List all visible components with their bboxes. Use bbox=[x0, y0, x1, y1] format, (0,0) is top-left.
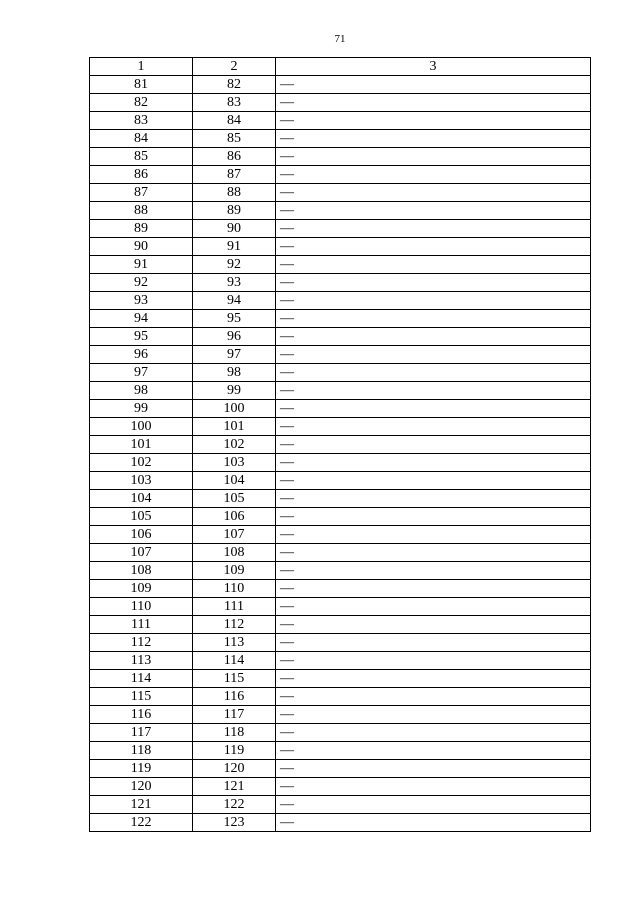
table-row bbox=[90, 544, 591, 562]
table-cell-col3: — bbox=[276, 544, 591, 562]
table-cell-col2: 98 bbox=[193, 364, 276, 382]
table-cell-col3: — bbox=[276, 94, 591, 112]
table-cell-col2: 117 bbox=[193, 706, 276, 724]
table-cell-col2: 84 bbox=[193, 112, 276, 130]
table-cell-col1: 96 bbox=[90, 346, 193, 364]
table-cell-col3: — bbox=[276, 256, 591, 274]
data-table bbox=[89, 57, 591, 832]
table-row bbox=[90, 634, 591, 652]
table-cell-col1: 84 bbox=[90, 130, 193, 148]
table-row bbox=[90, 706, 591, 724]
table-row bbox=[90, 490, 591, 508]
table-row bbox=[90, 256, 591, 274]
table-cell-col1: 117 bbox=[90, 724, 193, 742]
table-cell-col2: 97 bbox=[193, 346, 276, 364]
table-cell-col3: — bbox=[276, 634, 591, 652]
table-cell-col1: 82 bbox=[90, 94, 193, 112]
table-row bbox=[90, 436, 591, 454]
table-row bbox=[90, 274, 591, 292]
table-cell-col1: 105 bbox=[90, 508, 193, 526]
table-row bbox=[90, 526, 591, 544]
table-header-row bbox=[90, 58, 591, 76]
table-cell-col1: 102 bbox=[90, 454, 193, 472]
table-cell-col1: 89 bbox=[90, 220, 193, 238]
table-row bbox=[90, 760, 591, 778]
table-cell-col3: — bbox=[276, 418, 591, 436]
table-cell-col3: — bbox=[276, 724, 591, 742]
table-row bbox=[90, 508, 591, 526]
column-header-1: 1 bbox=[90, 58, 193, 76]
table-cell-col2: 91 bbox=[193, 238, 276, 256]
table-cell-col1: 113 bbox=[90, 652, 193, 670]
table-cell-col3: — bbox=[276, 274, 591, 292]
table-cell-col1: 106 bbox=[90, 526, 193, 544]
table-row bbox=[90, 364, 591, 382]
table-row bbox=[90, 310, 591, 328]
table-cell-col1: 94 bbox=[90, 310, 193, 328]
table-cell-col1: 93 bbox=[90, 292, 193, 310]
table-cell-col2: 109 bbox=[193, 562, 276, 580]
table-cell-col1: 122 bbox=[90, 814, 193, 832]
table-cell-col1: 87 bbox=[90, 184, 193, 202]
table-cell-col3: — bbox=[276, 760, 591, 778]
table-cell-col3: — bbox=[276, 562, 591, 580]
table-cell-col1: 97 bbox=[90, 364, 193, 382]
table-row bbox=[90, 418, 591, 436]
table-cell-col2: 93 bbox=[193, 274, 276, 292]
table-cell-col1: 103 bbox=[90, 472, 193, 490]
table-row bbox=[90, 778, 591, 796]
table-row bbox=[90, 670, 591, 688]
table-cell-col1: 83 bbox=[90, 112, 193, 130]
table-cell-col2: 122 bbox=[193, 796, 276, 814]
table-cell-col1: 121 bbox=[90, 796, 193, 814]
table-row bbox=[90, 148, 591, 166]
table-cell-col3: — bbox=[276, 670, 591, 688]
table-row bbox=[90, 202, 591, 220]
table-cell-col2: 113 bbox=[193, 634, 276, 652]
table-cell-col3: — bbox=[276, 346, 591, 364]
table-row bbox=[90, 220, 591, 238]
table-cell-col2: 119 bbox=[193, 742, 276, 760]
table-row bbox=[90, 166, 591, 184]
table-cell-col1: 116 bbox=[90, 706, 193, 724]
table-cell-col2: 85 bbox=[193, 130, 276, 148]
table-row bbox=[90, 238, 591, 256]
table-row bbox=[90, 616, 591, 634]
table-cell-col1: 81 bbox=[90, 76, 193, 94]
table-cell-col3: — bbox=[276, 814, 591, 832]
table-row bbox=[90, 688, 591, 706]
table-cell-col2: 88 bbox=[193, 184, 276, 202]
table-cell-col3: — bbox=[276, 742, 591, 760]
table-cell-col3: — bbox=[276, 490, 591, 508]
table-cell-col2: 115 bbox=[193, 670, 276, 688]
table-cell-col3: — bbox=[276, 508, 591, 526]
table-cell-col1: 95 bbox=[90, 328, 193, 346]
table-cell-col2: 118 bbox=[193, 724, 276, 742]
table-cell-col3: — bbox=[276, 76, 591, 94]
table-cell-col1: 115 bbox=[90, 688, 193, 706]
table-cell-col1: 85 bbox=[90, 148, 193, 166]
table-row bbox=[90, 184, 591, 202]
table-cell-col2: 92 bbox=[193, 256, 276, 274]
table-cell-col2: 105 bbox=[193, 490, 276, 508]
table-row bbox=[90, 652, 591, 670]
table-cell-col3: — bbox=[276, 580, 591, 598]
table-row bbox=[90, 292, 591, 310]
table-cell-col2: 82 bbox=[193, 76, 276, 94]
table-cell-col3: — bbox=[276, 778, 591, 796]
table-cell-col2: 86 bbox=[193, 148, 276, 166]
table-cell-col3: — bbox=[276, 598, 591, 616]
table-cell-col1: 92 bbox=[90, 274, 193, 292]
table-cell-col1: 109 bbox=[90, 580, 193, 598]
table-cell-col3: — bbox=[276, 166, 591, 184]
table-cell-col3: — bbox=[276, 436, 591, 454]
table-cell-col1: 90 bbox=[90, 238, 193, 256]
table-cell-col1: 100 bbox=[90, 418, 193, 436]
table-row bbox=[90, 112, 591, 130]
table-cell-col2: 83 bbox=[193, 94, 276, 112]
table-cell-col1: 112 bbox=[90, 634, 193, 652]
table-row bbox=[90, 562, 591, 580]
table-cell-col2: 94 bbox=[193, 292, 276, 310]
table-cell-col2: 89 bbox=[193, 202, 276, 220]
table-cell-col3: — bbox=[276, 472, 591, 490]
column-header-3: 3 bbox=[276, 58, 591, 76]
table-cell-col3: — bbox=[276, 616, 591, 634]
table-cell-col3: — bbox=[276, 796, 591, 814]
table-cell-col3: — bbox=[276, 364, 591, 382]
table-cell-col3: — bbox=[276, 292, 591, 310]
column-header-2: 2 bbox=[193, 58, 276, 76]
table-row bbox=[90, 328, 591, 346]
table-row bbox=[90, 400, 591, 418]
table-cell-col2: 120 bbox=[193, 760, 276, 778]
table-cell-col1: 104 bbox=[90, 490, 193, 508]
table-cell-col2: 108 bbox=[193, 544, 276, 562]
table-row bbox=[90, 814, 591, 832]
table-row bbox=[90, 472, 591, 490]
table-row bbox=[90, 346, 591, 364]
table-cell-col2: 102 bbox=[193, 436, 276, 454]
table-cell-col1: 118 bbox=[90, 742, 193, 760]
table-cell-col2: 100 bbox=[193, 400, 276, 418]
table-cell-col1: 107 bbox=[90, 544, 193, 562]
table-cell-col2: 114 bbox=[193, 652, 276, 670]
table-cell-col3: — bbox=[276, 688, 591, 706]
table-cell-col3: — bbox=[276, 526, 591, 544]
table-cell-col2: 110 bbox=[193, 580, 276, 598]
table-cell-col2: 103 bbox=[193, 454, 276, 472]
table-row bbox=[90, 724, 591, 742]
table-cell-col3: — bbox=[276, 310, 591, 328]
table-row bbox=[90, 454, 591, 472]
table-cell-col1: 111 bbox=[90, 616, 193, 634]
table-row bbox=[90, 742, 591, 760]
table-cell-col2: 116 bbox=[193, 688, 276, 706]
table-cell-col2: 104 bbox=[193, 472, 276, 490]
table-cell-col2: 121 bbox=[193, 778, 276, 796]
table-cell-col1: 114 bbox=[90, 670, 193, 688]
table-body bbox=[90, 76, 591, 832]
table-cell-col3: — bbox=[276, 184, 591, 202]
table-row bbox=[90, 94, 591, 112]
table-cell-col1: 98 bbox=[90, 382, 193, 400]
table-cell-col2: 95 bbox=[193, 310, 276, 328]
table-cell-col2: 90 bbox=[193, 220, 276, 238]
table-cell-col3: — bbox=[276, 706, 591, 724]
table-cell-col2: 96 bbox=[193, 328, 276, 346]
table-row bbox=[90, 598, 591, 616]
table-cell-col3: — bbox=[276, 130, 591, 148]
table-cell-col3: — bbox=[276, 382, 591, 400]
table-cell-col2: 111 bbox=[193, 598, 276, 616]
table-cell-col2: 101 bbox=[193, 418, 276, 436]
table-cell-col1: 88 bbox=[90, 202, 193, 220]
table-cell-col1: 120 bbox=[90, 778, 193, 796]
table-cell-col2: 87 bbox=[193, 166, 276, 184]
table-cell-col2: 99 bbox=[193, 382, 276, 400]
table-row bbox=[90, 796, 591, 814]
table-row bbox=[90, 130, 591, 148]
table-cell-col1: 110 bbox=[90, 598, 193, 616]
table-cell-col2: 123 bbox=[193, 814, 276, 832]
table-cell-col3: — bbox=[276, 400, 591, 418]
table-cell-col2: 107 bbox=[193, 526, 276, 544]
table-cell-col3: — bbox=[276, 328, 591, 346]
table-cell-col3: — bbox=[276, 454, 591, 472]
table-cell-col3: — bbox=[276, 652, 591, 670]
table-row bbox=[90, 382, 591, 400]
table-row bbox=[90, 580, 591, 598]
table-cell-col1: 108 bbox=[90, 562, 193, 580]
table-cell-col1: 101 bbox=[90, 436, 193, 454]
table-cell-col3: — bbox=[276, 112, 591, 130]
page-number: 71 bbox=[334, 33, 346, 45]
table-cell-col1: 91 bbox=[90, 256, 193, 274]
table-row bbox=[90, 76, 591, 94]
table-cell-col3: — bbox=[276, 202, 591, 220]
table-cell-col2: 106 bbox=[193, 508, 276, 526]
table-cell-col1: 86 bbox=[90, 166, 193, 184]
table-cell-col3: — bbox=[276, 148, 591, 166]
table-cell-col2: 112 bbox=[193, 616, 276, 634]
table-cell-col3: — bbox=[276, 220, 591, 238]
table-cell-col1: 119 bbox=[90, 760, 193, 778]
table-cell-col3: — bbox=[276, 238, 591, 256]
table-cell-col1: 99 bbox=[90, 400, 193, 418]
